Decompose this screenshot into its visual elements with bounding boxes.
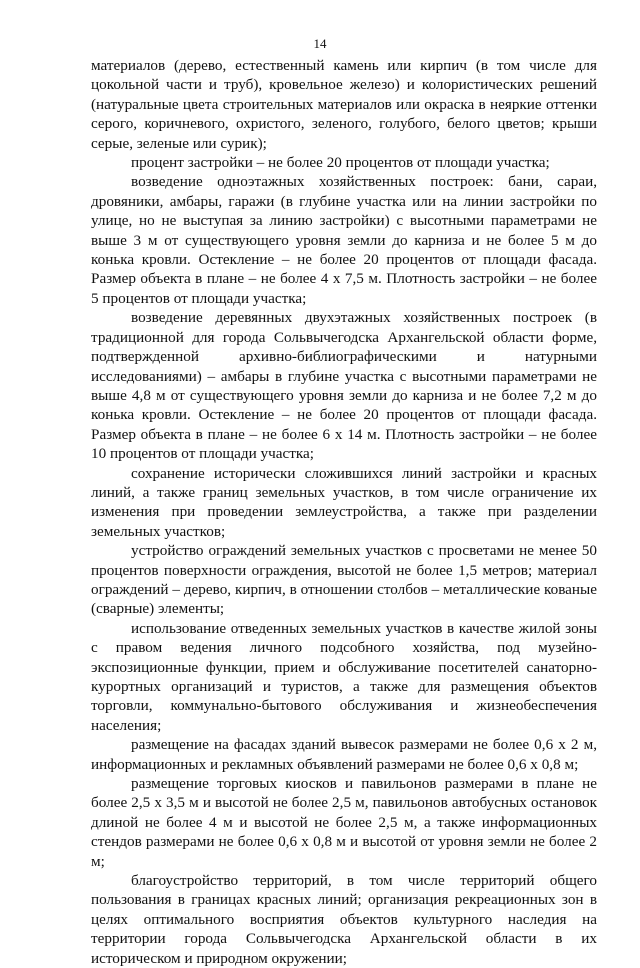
- paragraph-land-use: использование отведенных земельных участков в качестве жилой зоны с правом ведения личного подсобного хозяйства, под музейно-экспозиционные функции, прием и обслуживание посетителей санаторно-курортных организаций и туристов, а также для размещения объектов торговли, коммунально-бытового обслуживания и жизнеобеспечения населения;: [91, 619, 597, 734]
- paragraph-fences: устройство ограждений земельных участков с просветами не менее 50 процентов поверхности ограждения, высотой не более 1,5 метров; материал ограждений – дерево, кирпич, в отношении столбов – металлические кованые (сварные) элементы;: [91, 542, 597, 618]
- document-body: [91, 56, 597, 968]
- paragraph-signage: размещение на фасадах зданий вывесок размерами не более 0,6 х 2 м, информационных и рекламных объявлений размерами не более 0,6 х 0,8 м;: [91, 736, 597, 773]
- paragraph-two-storey-outbuildings: возведение деревянных двухэтажных хозяйственных построек (в традиционной для города Сольвычегодска Архангельской области форме, подтвержденной архивно-библиографическими и натурными исследованиями) – амбары в глубине участка с высотными параметрами не выше 4,8 м от существующего уровня земли до карниза и не более 7,2 м до конька кровли. Остекление – не более 20 процентов от площади фасада. Размер объекта в плане – не более 6 х 14 м. Плотность застройки – не более 10 процентов от площади участка;: [91, 309, 597, 463]
- paragraph-building-lines: сохранение исторически сложившихся линий застройки и красных линий, а также границ земельных участков, в том числе ограничение их изменения при проведении землеустройства, а также при разделении земельных участков;: [91, 464, 597, 540]
- paragraph-building-percent: процент застройки – не более 20 процентов от площади участка;: [131, 154, 550, 172]
- paragraph-one-storey-outbuildings: возведение одноэтажных хозяйственных построек: бани, сараи, дровяники, амбары, гаражи (в глубине участка или на линии застройки по улице, но не выступая за линию застройки) с высотными параметрами не выше 3 м от существующего уровня земли до карниза и не более 5 м до конька кровли. Остекление – не более 20 процентов от площади фасада. Размер объекта в плане – не более 4 х 7,5 м. Плотность застройки – не более 5 процентов от площади участка;: [91, 173, 597, 307]
- paragraph-landscaping: благоустройство территорий, в том числе территорий общего пользования в границах красных линий; организация рекреационных зон в целях оптимального восприятия объектов культурного наследия на территории города Сольвычегодска Архангельской области в их историческом и природном окружении;: [91, 872, 597, 967]
- paragraph-kiosks: размещение торговых киосков и павильонов размерами в плане не более 2,5 х 3,5 м и высотой не более 2,5 м, павильонов автобусных остановок длиной не более 4 м и высотой не более 2,5 м, а также информационных стендов размерами не более 0,6 х 0,8 м и высотой от уровня земли не более 2 м;: [91, 775, 597, 870]
- page-number: 14: [313, 36, 327, 51]
- paragraph-materials: материалов (дерево, естественный камень или кирпич (в том числе для цокольной части и труб), кровельное железо) и колористических решений (натуральные цвета строительных материалов или окраска в неяркие оттенки серого, коричневого, охристого, зеленого, голубого, белого цветов; крыши серые, зеленые или сурик);: [91, 57, 597, 152]
